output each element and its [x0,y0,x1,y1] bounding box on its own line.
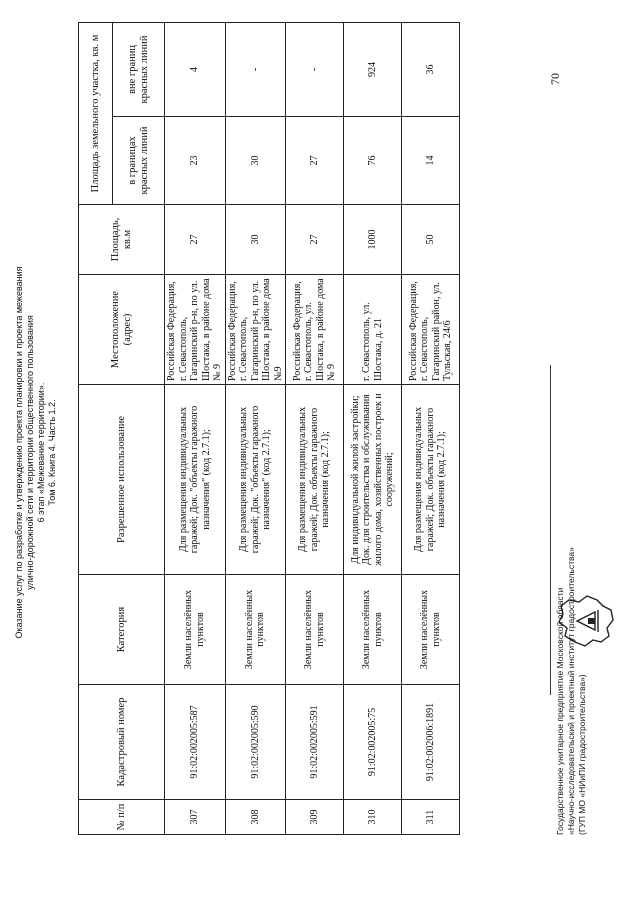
cell-inside-red-lines: 76 [344,117,402,205]
cell-outside-red-lines: 4 [165,22,226,116]
footer [555,547,588,835]
table-row [286,22,344,834]
cell-permitted-use: Для размещения индивидуальных гаражей; Док. объекты гаражного назначения (код 2.7.1); [286,385,344,575]
cell-inside-red-lines: 14 [402,117,460,205]
footer-line-3: (ГУП МО «НИиПИ градостроительства») [577,674,587,835]
header-permitted-use: Разрешенное использование [79,385,165,575]
cell-num: 308 [225,800,286,835]
cell-location: Российская Федерация, г. Севастополь, Гагаринский р-н, по ул. Шостака, в районе дома № 9 [165,275,226,385]
table-row [165,22,226,834]
cell-category: Земли населённых пунктов [286,575,344,685]
cell-permitted-use: Для размещения индивидуальных гаражей; Док. "объекты гаражного назначения" (код 2.7.1); [225,385,286,575]
cell-cadastral: 91:02:002006:1891 [402,685,460,800]
cell-area: 27 [286,205,344,275]
header-line-3: 6 этап «Межевание территории». [36,382,46,523]
header-outside-red-lines: вне границ красных линий [113,22,165,116]
header-cadastral: Кадастровый номер [79,685,165,800]
land-plot-table [78,22,460,835]
footer-line-2: «Научно-исследовательский и проектный институт градостроительства» [566,547,576,835]
cell-cadastral: 91:02:002005:587 [165,685,226,800]
cell-location: г. Севастополь, ул. Шостака, д. 21 [344,275,402,385]
header-line-1: Оказание услуг по разработке и утверждению проекта планировки и проекта межевания [14,266,24,639]
cell-category: Земли населённых пунктов [344,575,402,685]
cell-permitted-use: Для размещения индивидуальных гаражей; Док. объекты гаражного назначения (код 2.7.1); [402,385,460,575]
header-area-plot: Площадь земельного участка, кв. м [79,22,113,204]
cell-category: Земли населённых пунктов [402,575,460,685]
cell-num: 310 [344,800,402,835]
cell-area: 50 [402,205,460,275]
cell-permitted-use: Для размещения индивидуальных гаражей; Док. "объекты гаражного назначения" (код 2.7.1); [165,385,226,575]
footer-divider [550,365,551,695]
header-num: № п/п [79,800,165,835]
header-line-2: улично-дорожной сети и территории общественного пользования [25,315,35,590]
footer-line-1: Государственное унитарное предприятие Московской области [555,587,565,835]
cell-area: 1000 [344,205,402,275]
cell-outside-red-lines: - [225,22,286,116]
cell-outside-red-lines: 924 [344,22,402,116]
header-category: Категория [79,575,165,685]
cell-num: 311 [402,800,460,835]
cell-area: 30 [225,205,286,275]
header-area: Площадь, кв.м [79,205,165,275]
cell-location: Российская Федерация, г. Севастополь, Гагаринский р-н, по ул. Шостака, в районе дома №9 [225,275,286,385]
page-number: 70 [548,73,562,85]
cell-num: 309 [286,800,344,835]
cell-permitted-use: Для индивидуальной жилой застройки; Док. для строительства и обслуживания жилого дома, хозяйственных построек и сооружений; [344,385,402,575]
cell-location: Российская Федерация, г. Севастополь, ул. Шостака, в районе дома № 9 [286,275,344,385]
header-inside-red-lines: в границах красных линий [113,117,165,205]
cell-cadastral: 91:02:002005:75 [344,685,402,800]
cell-num: 307 [165,800,226,835]
cell-cadastral: 91:02:002005:591 [286,685,344,800]
cell-category: Земли населённых пунктов [225,575,286,685]
cell-inside-red-lines: 23 [165,117,226,205]
cell-outside-red-lines: - [286,22,344,116]
header-location: Местоположение (адрес) [79,275,165,385]
cell-inside-red-lines: 27 [286,117,344,205]
table-row [225,22,286,834]
table-row [402,22,460,834]
cell-location: Российская Федерация, г. Севастополь, Гагаринский район, ул. Тульская, 24/6 [402,275,460,385]
cell-inside-red-lines: 30 [225,117,286,205]
cell-outside-red-lines: 36 [402,22,460,116]
cell-cadastral: 91:02:002005:590 [225,685,286,800]
table-row [344,22,402,834]
header-line-4: Том 6. Книга 4. Часть 1.2. [47,399,57,506]
cell-area: 27 [165,205,226,275]
cell-category: Земли населённых пунктов [165,575,226,685]
